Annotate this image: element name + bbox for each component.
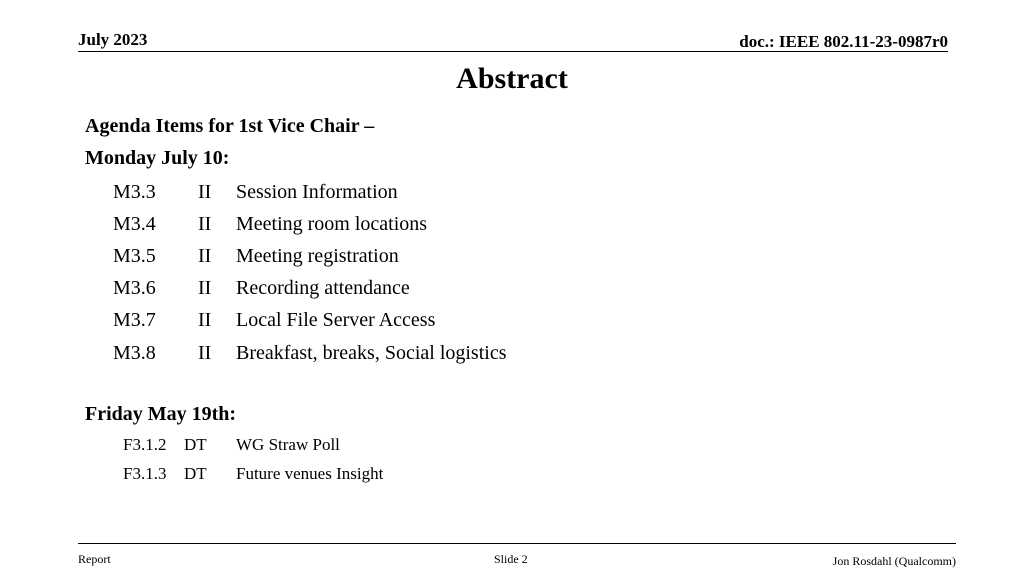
item-type: II <box>198 212 212 235</box>
item-type: II <box>198 341 212 364</box>
header-divider <box>78 51 948 52</box>
item-description: Breakfast, breaks, Social logistics <box>236 341 507 364</box>
list-item <box>123 430 383 459</box>
header-doc-number: doc.: IEEE 802.11-23-0987r0 <box>739 32 948 51</box>
agenda-heading: Agenda Items for 1st Vice Chair – <box>85 115 375 137</box>
monday-agenda-list <box>113 176 507 369</box>
footer-author: Jon Rosdahl (Qualcomm) <box>832 554 956 568</box>
list-item <box>113 337 507 369</box>
footer-divider <box>78 543 956 544</box>
item-type: DT <box>184 434 207 454</box>
list-item <box>113 273 507 305</box>
item-code: M3.5 <box>113 244 156 267</box>
item-type: II <box>198 180 212 203</box>
item-description: Meeting room locations <box>236 212 428 235</box>
item-description: Local File Server Access <box>236 309 436 332</box>
item-description: Meeting registration <box>236 244 399 267</box>
item-description: Future venues Insight <box>236 463 384 483</box>
list-item <box>113 176 507 208</box>
list-item <box>113 240 507 272</box>
friday-heading: Friday May 19th: <box>85 403 237 425</box>
item-type: II <box>198 309 212 332</box>
list-item <box>123 459 383 488</box>
item-type: II <box>198 244 212 267</box>
slide-title: Abstract <box>456 62 568 95</box>
item-type: II <box>198 277 212 300</box>
item-description: Session Information <box>236 180 398 203</box>
item-code: F3.1.3 <box>123 463 167 483</box>
footer-report-label: Report <box>78 552 111 566</box>
friday-agenda-list <box>123 430 383 488</box>
monday-heading: Monday July 10: <box>85 147 230 169</box>
item-code: M3.7 <box>113 309 156 332</box>
item-description: Recording attendance <box>236 277 410 300</box>
item-code: F3.1.2 <box>123 434 167 454</box>
item-code: M3.6 <box>113 277 156 300</box>
item-code: M3.3 <box>113 180 156 203</box>
item-code: M3.4 <box>113 212 156 235</box>
list-item <box>113 208 507 240</box>
footer-slide-number: Slide 2 <box>494 552 528 566</box>
item-type: DT <box>184 463 207 483</box>
list-item <box>113 305 507 337</box>
item-description: WG Straw Poll <box>236 434 340 454</box>
item-code: M3.8 <box>113 341 156 364</box>
header-date: July 2023 <box>78 30 148 49</box>
